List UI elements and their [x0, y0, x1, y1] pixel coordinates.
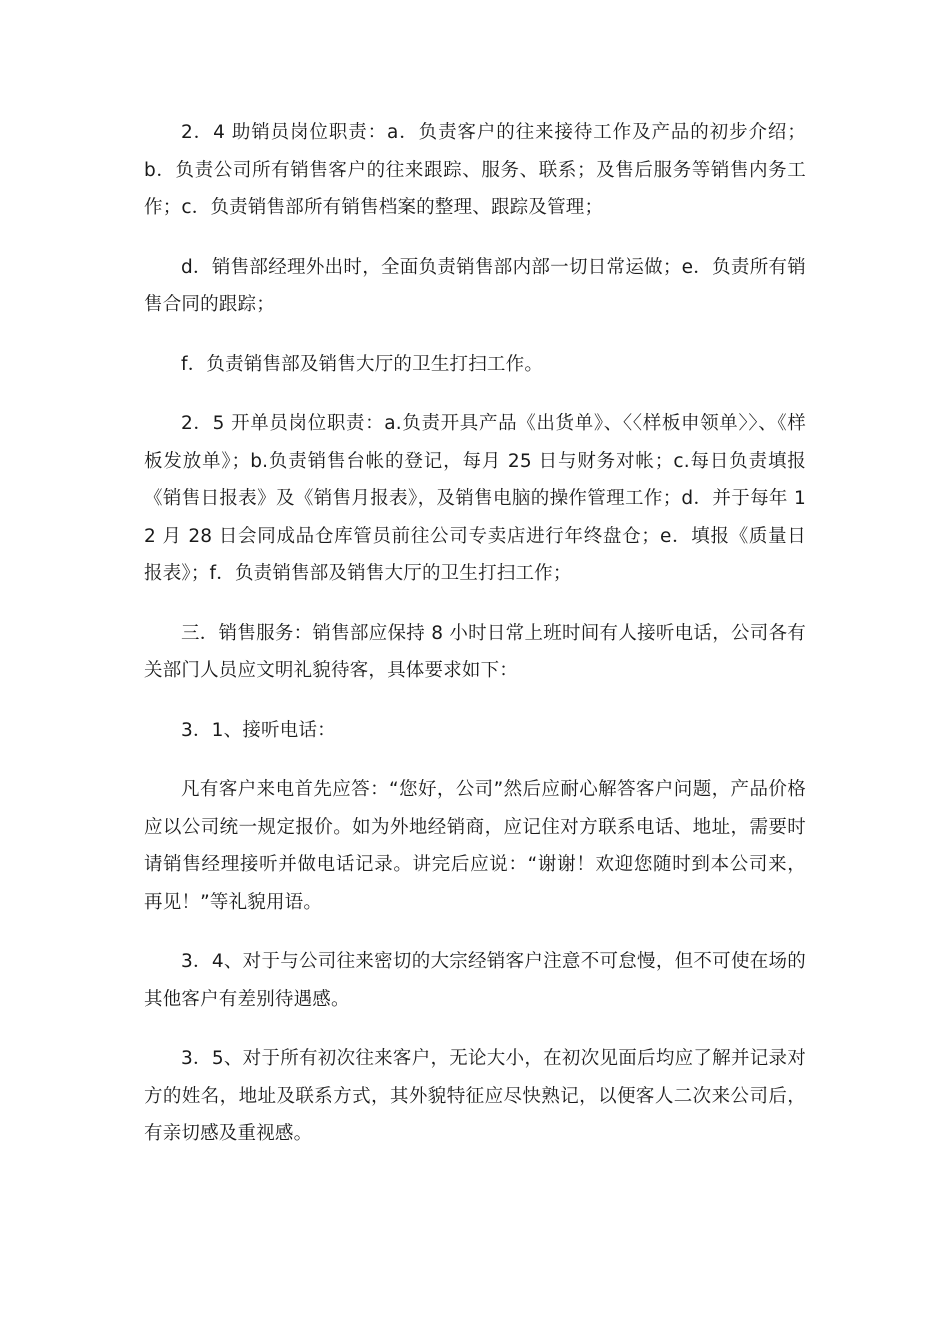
- paragraph-answer-phone-heading: 3．1、接听电话：: [181, 719, 336, 741]
- paragraph-sales-service: 三．销售服务：销售部应保持 8 小时日常上班时间有人接听电话，公司各有关部门人员应文明礼貌待客，具体要求如下：: [144, 622, 806, 681]
- paragraph-new-clients: 3．5、对于所有初次往来客户，无论大小，在初次见面后均应了解并记录对方的姓名，地址及联系方式，其外貌特征应尽快熟记，以便客人二次来公司后，有亲切感及重视感。: [144, 1048, 806, 1144]
- paragraph-cleaning-duty: f．负责销售部及销售大厅的卫生打扫工作。: [181, 353, 544, 375]
- paragraph-manager-absence: d．销售部经理外出时，全面负责销售部内部一切日常运做；e．负责所有销售合同的跟踪；: [144, 256, 806, 315]
- paragraph-assistant-duties: 2．4 助销员岗位职责：a．负责客户的往来接待工作及产品的初步介绍；b．负责公司所有销售客户的往来跟踪、服务、联系；及售后服务等销售内务工作；c．负责销售部所有销售档案的整理、跟踪及管理；: [144, 122, 806, 218]
- paragraph-billing-clerk-duties: 2．5 开单员岗位职责：a.负责开具产品《出货单》、〈〈样板申领单〉〉、《样板发放单》；b.负责销售台帐的登记，每月 25 日与财务对帐；c.每日负责填报《销售日报表》及《销售月报表》，及销售电脑的操作管理工作；d．并于每年 12 月 28 日会同成品仓库管员前往公司专卖店进行年终盘仓；e．填报《质量日报表》；f．负责销售部及销售大厅的卫生打扫工作；: [144, 413, 806, 584]
- document-body: [144, 114, 806, 1175]
- paragraph-bulk-clients: 3．4、对于与公司往来密切的大宗经销客户注意不可怠慢，但不可使在场的其他客户有差别待遇感。: [144, 951, 806, 1010]
- paragraph-phone-etiquette: 凡有客户来电首先应答：“您好，公司”然后应耐心解答客户问题，产品价格应以公司统一规定报价。如为外地经销商，应记住对方联系电话、地址，需要时请销售经理接听并做电话记录。讲完后应说：“谢谢！欢迎您随时到本公司来，再见！”等礼貌用语。: [144, 779, 806, 913]
